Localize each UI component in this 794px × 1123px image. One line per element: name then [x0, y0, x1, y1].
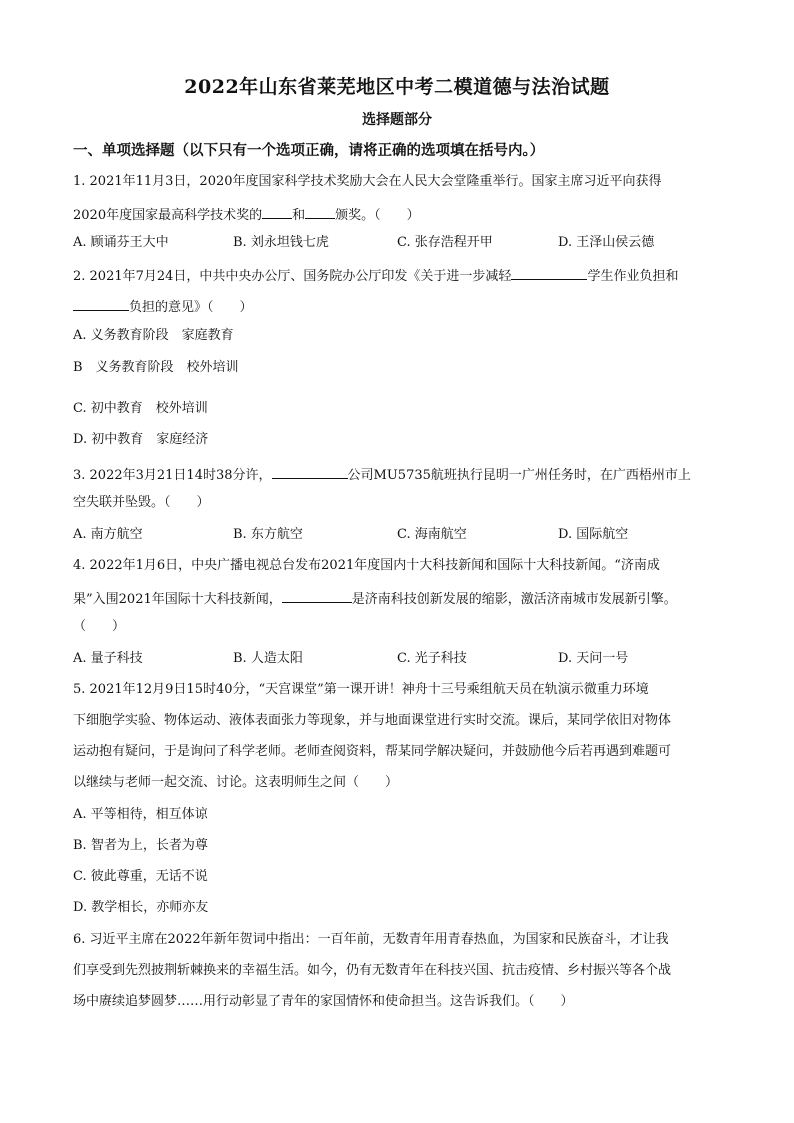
q4-stem-line-3: （ ）	[73, 619, 126, 634]
q1-option-b[interactable]: B. 刘永坦钱七虎	[233, 235, 329, 250]
q1-option-d[interactable]: D. 王泽山侯云德	[558, 235, 655, 250]
q4-stem-line-2	[73, 588, 677, 609]
q4-stem-text-a: 果”入围2021年国际十大科技新闻，	[73, 592, 282, 607]
q2-stem-text-c: 负担的意见》（ ）	[129, 300, 253, 315]
q3-stem-text-a: 3. 2022年3月21日14时38分许，	[73, 468, 272, 483]
q4-option-a[interactable]: A. 量子科技	[73, 651, 143, 666]
q3-option-c[interactable]: C. 海南航空	[397, 527, 467, 542]
q3-option-b[interactable]: B. 东方航空	[233, 527, 303, 542]
q4-option-b[interactable]: B. 人造太阳	[233, 651, 303, 666]
q1-stem-line-1: 1. 2021年11月3日，2020年度国家科学技术奖励大会在人民大会堂隆重举行。国家主席习近平向获得	[73, 174, 662, 189]
q6-stem-line-2: 们享受到先烈披荆斩棘换来的幸福生活。如今，仍有无数青年在科技兴国、抗击疫情、乡村振兴等各个战	[73, 963, 672, 978]
q2-stem-text-a: 2. 2021年7月24日，中共中央办公厅、国务院办公厅印发《关于进一步减轻	[73, 269, 512, 284]
q4-blank-1[interactable]	[282, 588, 352, 603]
q1-option-a[interactable]: A. 顾诵芬王大中	[73, 235, 169, 250]
q2-option-a[interactable]: A. 义务教育阶段 家庭教育	[73, 328, 234, 343]
q3-stem-line-1	[73, 464, 691, 485]
q3-option-d[interactable]: D. 国际航空	[558, 527, 629, 542]
q4-stem-line-1: 4. 2022年1月6日，中央广播电视总台发布2021年度国内十大科技新闻和国际十大科技新闻。“济南成	[73, 558, 660, 573]
section-heading: 一、单项选择题（以下只有一个选项正确，请将正确的选项填在括号内。）	[73, 142, 545, 159]
q3-blank-1[interactable]	[272, 464, 348, 479]
q5-option-b[interactable]: B. 智者为上，长者为尊	[73, 838, 208, 853]
q1-stem-text-a: 2020年度国家最高科学技术奖的	[73, 208, 263, 223]
q1-stem-text-c: 颁奖。（ ）	[335, 208, 420, 223]
q5-stem-line-1: 5. 2021年12月9日15时40分，“天宫课堂”第一课开讲！神舟十三号乘组航天员在轨演示微重力环境	[73, 682, 649, 697]
page-title: 2022年山东省莱芜地区中考二模道德与法治试题	[184, 76, 610, 98]
q2-blank-2[interactable]	[73, 296, 129, 311]
q5-stem-line-3: 运动抱有疑问，于是询问了科学老师。老师查阅资料，帮某同学解决疑问，并鼓励他今后若再遇到难题可	[73, 744, 672, 759]
q1-blank-2[interactable]	[305, 204, 335, 219]
q1-stem-text-b: 和	[292, 208, 306, 223]
q2-option-b[interactable]: B 义务教育阶段 校外培训	[73, 360, 239, 375]
q3-stem-line-2: 空失联并坠毁。（ ）	[73, 495, 210, 510]
q2-blank-1[interactable]	[511, 265, 587, 280]
q2-stem-text-b: 学生作业负担和	[587, 269, 679, 284]
q2-option-d[interactable]: D. 初中教育 家庭经济	[73, 432, 209, 447]
q2-option-c[interactable]: C. 初中教育 校外培训	[73, 401, 208, 416]
q5-option-c[interactable]: C. 彼此尊重，无话不说	[73, 869, 208, 884]
q2-stem-line-1	[73, 265, 678, 286]
q1-blank-1[interactable]	[262, 204, 292, 219]
q5-option-d[interactable]: D. 教学相长，亦师亦友	[73, 900, 209, 915]
q1-stem-line-2	[73, 204, 420, 225]
q5-stem-line-2: 下细胞学实验、物体运动、液体表面张力等现象，并与地面课堂进行实时交流。课后，某同学依旧对物体	[73, 713, 672, 728]
q3-option-a[interactable]: A. 南方航空	[73, 527, 143, 542]
q4-option-d[interactable]: D. 天问一号	[558, 651, 629, 666]
q2-stem-line-2	[73, 296, 253, 317]
q5-option-a[interactable]: A. 平等相待，相互体谅	[73, 807, 208, 822]
q3-stem-text-b: 公司MU5735航班执行昆明一广州任务时，在广西梧州市上	[347, 468, 691, 483]
q4-stem-text-b: 是济南科技创新发展的缩影，激活济南城市发展新引擎。	[351, 592, 677, 607]
q1-option-c[interactable]: C. 张存浩程开甲	[397, 235, 493, 250]
page-subtitle: 选择题部分	[362, 112, 432, 128]
q5-stem-line-4: 以继续与老师一起交流、讨论。这表明师生之间（ ）	[73, 775, 399, 790]
q6-stem-line-1: 6. 习近平主席在2022年新年贺词中指出：一百年前，无数青年用青春热血，为国家和民族奋斗，才让我	[73, 932, 669, 947]
q6-stem-line-3: 场中赓续追梦圆梦……用行动彰显了青年的家国情怀和使命担当。这告诉我们。（ ）	[73, 994, 574, 1009]
q4-option-c[interactable]: C. 光子科技	[397, 651, 467, 666]
